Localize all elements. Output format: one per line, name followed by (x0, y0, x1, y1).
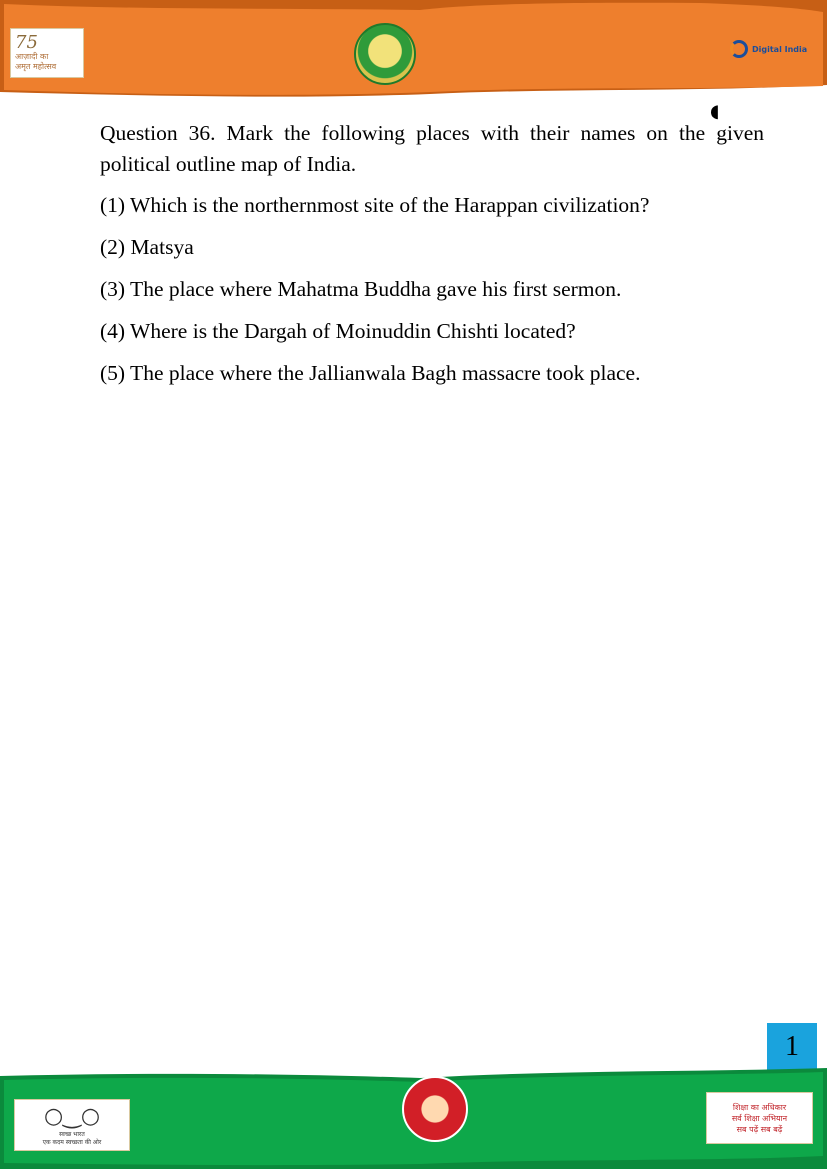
glasses-icon: ○‿○ (43, 1104, 101, 1129)
question-block (100, 118, 764, 400)
logo-line-2: एक कदम स्वच्छता की ओर (42, 1139, 102, 1146)
azadi-ka-amrit-mahotsav-logo (10, 28, 84, 78)
logo-line-1: आज़ादी का (15, 52, 49, 61)
shiksha-ka-adhikar-logo (706, 1092, 813, 1144)
logo-line-3: सब पढ़ें सब बढ़ें (736, 1124, 783, 1134)
question-item: (5) The place where the Jallianwala Bagh massacre took place. (100, 361, 641, 385)
page-number: 1 (767, 1023, 817, 1071)
logo-line-2: सर्व शिक्षा अभियान (731, 1113, 788, 1123)
swachh-bharat-logo (14, 1099, 130, 1151)
question-title: Question 36. Mark the following places with their names on the given political outline map of India. (100, 121, 764, 176)
beti-bachao-beti-padhao-emblem (402, 1076, 468, 1142)
digital-india-text: Digital India (752, 44, 808, 54)
logo-line-1: शिक्षा का अधिकार (732, 1102, 787, 1112)
logo-line-1: स्वच्छ भारत (59, 1131, 85, 1138)
logo-number: 75 (15, 32, 38, 53)
education-department-emblem (354, 23, 416, 85)
question-item: (4) Where is the Dargah of Moinuddin Chishti located? (100, 319, 576, 343)
digital-india-icon (730, 40, 748, 58)
digital-india-logo (730, 40, 807, 58)
logo-line-2: अमृत महोत्सव (15, 62, 57, 71)
mouse-cursor-icon: ◖ (710, 101, 720, 122)
question-item: (3) The place where Mahatma Buddha gave his first sermon. (100, 277, 622, 301)
question-item: (1) Which is the northernmost site of the Harappan civilization? (100, 193, 650, 217)
question-item: (2) Matsya (100, 235, 194, 259)
